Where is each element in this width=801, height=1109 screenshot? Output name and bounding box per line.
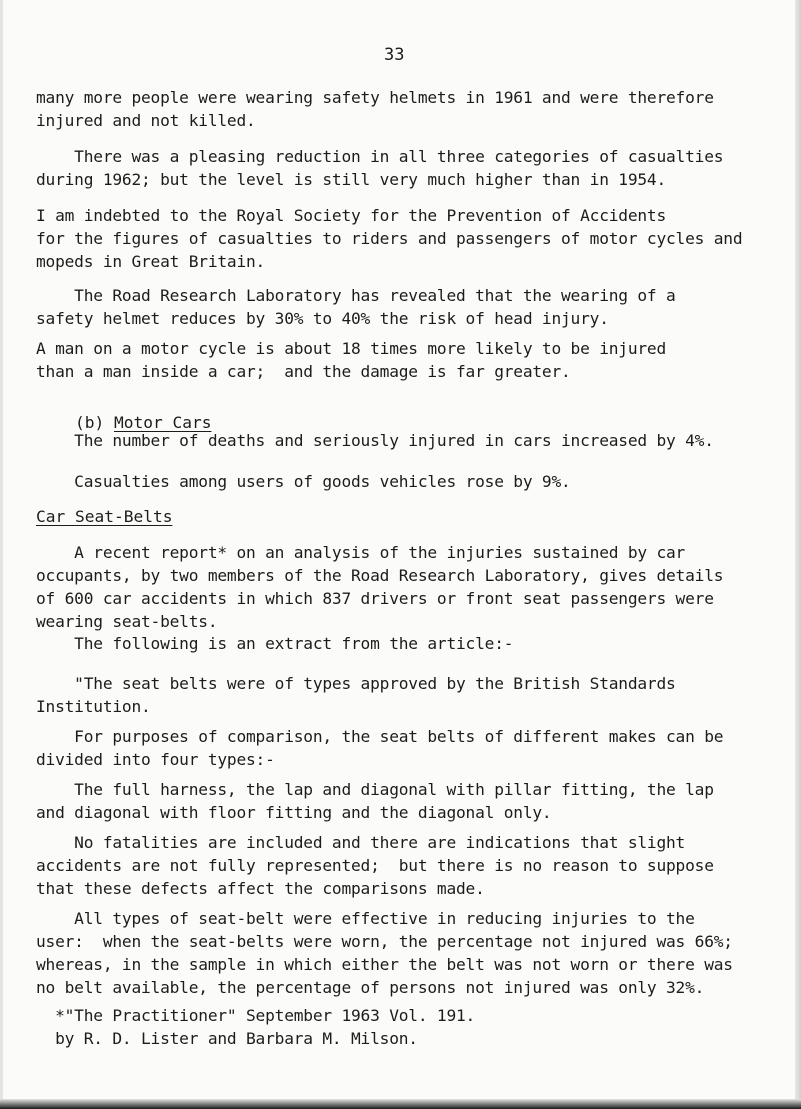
scan-edge-left [0, 0, 3, 1109]
paragraph-comparison-types: For purposes of comparison, the seat belts of different makes can be divided into four types:- [36, 727, 724, 769]
paragraph-seat-belt-approval: "The seat belts were of types approved by the British Standards Institution. [36, 674, 676, 716]
scan-edge-right [795, 0, 801, 1109]
paragraph-fatalities-note: No fatalities are included and there are indications that slight accidents are not fully represented; but there is no reason to suppose that these defects affect the comparisons made. [36, 833, 714, 898]
scan-edge-bottom [0, 1099, 801, 1109]
section-title: Motor Cars [113, 413, 212, 432]
section-heading-seat-belts: Car Seat-Belts [36, 507, 173, 526]
paragraph-acknowledgement: I am indebted to the Royal Society for the Prevention of Accidents for the figures of casualties to riders and passengers of motor cycles and mopeds in Great Britain. [36, 206, 743, 271]
paragraph-casualty-reduction: There was a pleasing reduction in all three categories of casualties during 1962; but the level is still very much higher than in 1954. [36, 147, 724, 189]
paragraph-road-research: The Road Research Laboratory has revealed that the wearing of a safety helmet reduces by 30% to 40% the risk of head injury. [36, 286, 676, 328]
paragraph-helmets-1961: many more people were wearing safety helmets in 1961 and were therefore injured and not killed. [36, 88, 714, 130]
paragraph-motor-cycle-risk: A man on a motor cycle is about 18 times more likely to be injured than a man inside a car; and the damage is far greater. [36, 339, 667, 381]
paragraph-deaths-increase: The number of deaths and seriously injured in cars increased by 4%. [36, 431, 714, 450]
paragraph-extract-intro: The following is an extract from the article:- [36, 634, 514, 653]
paragraph-recent-report: A recent report* on an analysis of the injuries sustained by car occupants, by two members of the Road Research Laboratory, gives details of 600 car accidents in which 837 drivers or front seat passengers were wearing seat-belts. [36, 543, 724, 631]
paragraph-effectiveness: All types of seat-belt were effective in reducing injuries to the user: when the seat-belts were worn, the percentage not injured was 66%; whereas, in the sample in which either the belt was not worn or there was no belt available, the percentage of persons not injured was only 32%. [36, 909, 733, 997]
paragraph-belt-types: The full harness, the lap and diagonal with pillar fitting, the lap and diagonal with floor fitting and the diagonal only. [36, 780, 714, 822]
section-label: (b) [74, 413, 105, 432]
footnote-citation: *"The Practitioner" September 1963 Vol. 191. by R. D. Lister and Barbara M. Milson. [55, 1006, 476, 1048]
paragraph-goods-vehicles: Casualties among users of goods vehicles rose by 9%. [36, 472, 571, 491]
page-number: 33 [384, 45, 405, 65]
